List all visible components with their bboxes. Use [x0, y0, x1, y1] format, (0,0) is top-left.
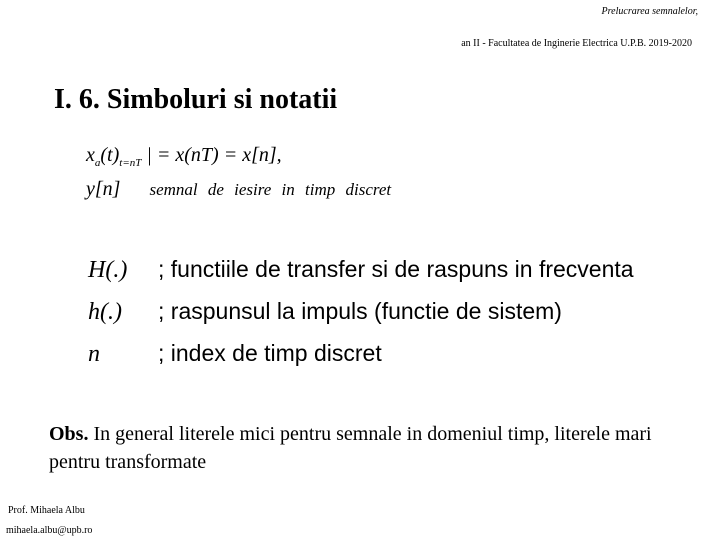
eq-t-argument: (t) — [100, 144, 120, 166]
slide-title: I. 6. Simboluri si notatii — [54, 84, 338, 115]
eq-n-argument: [n], — [251, 144, 282, 166]
definition-symbol: h(.) — [88, 299, 122, 325]
y-description: semnal de iesire in timp discret — [149, 180, 392, 199]
definition-text: ; raspunsul la impuls (functie de sistem) — [158, 298, 562, 324]
definition-text: ; functiile de transfer si de raspuns in frecventa — [158, 256, 634, 282]
header-faculty-line: an II - Facultatea de Inginerie Electrica U.P.B. 2019-2020 — [461, 38, 692, 49]
sampling-equation — [86, 144, 282, 169]
definition-text: ; index de timp discret — [158, 340, 382, 366]
observation-note — [49, 420, 699, 476]
observation-label: Obs. — [49, 423, 89, 445]
output-signal-definition — [86, 178, 391, 201]
definition-row — [88, 298, 562, 326]
y-symbol: y[n] — [86, 178, 121, 200]
definition-symbol: n — [88, 341, 100, 367]
eq-middle: | = x(nT) = x — [146, 144, 252, 166]
header-course-line: Prelucrarea semnalelor, — [601, 6, 698, 17]
eq-eval-subscript: t=nT — [119, 157, 142, 169]
observation-text: In general literele mici pentru semnale in domeniul timp, literele mari pentru transformate — [49, 423, 652, 473]
footer-email: mihaela.albu@upb.ro — [6, 525, 93, 536]
definition-symbol: H(.) — [88, 257, 128, 283]
definition-row — [88, 340, 382, 368]
footer-author: Prof. Mihaela Albu — [8, 505, 85, 516]
definition-row — [88, 256, 634, 284]
eq-a-subscript: a — [94, 157, 101, 169]
eq-x-symbol: x — [86, 144, 95, 166]
